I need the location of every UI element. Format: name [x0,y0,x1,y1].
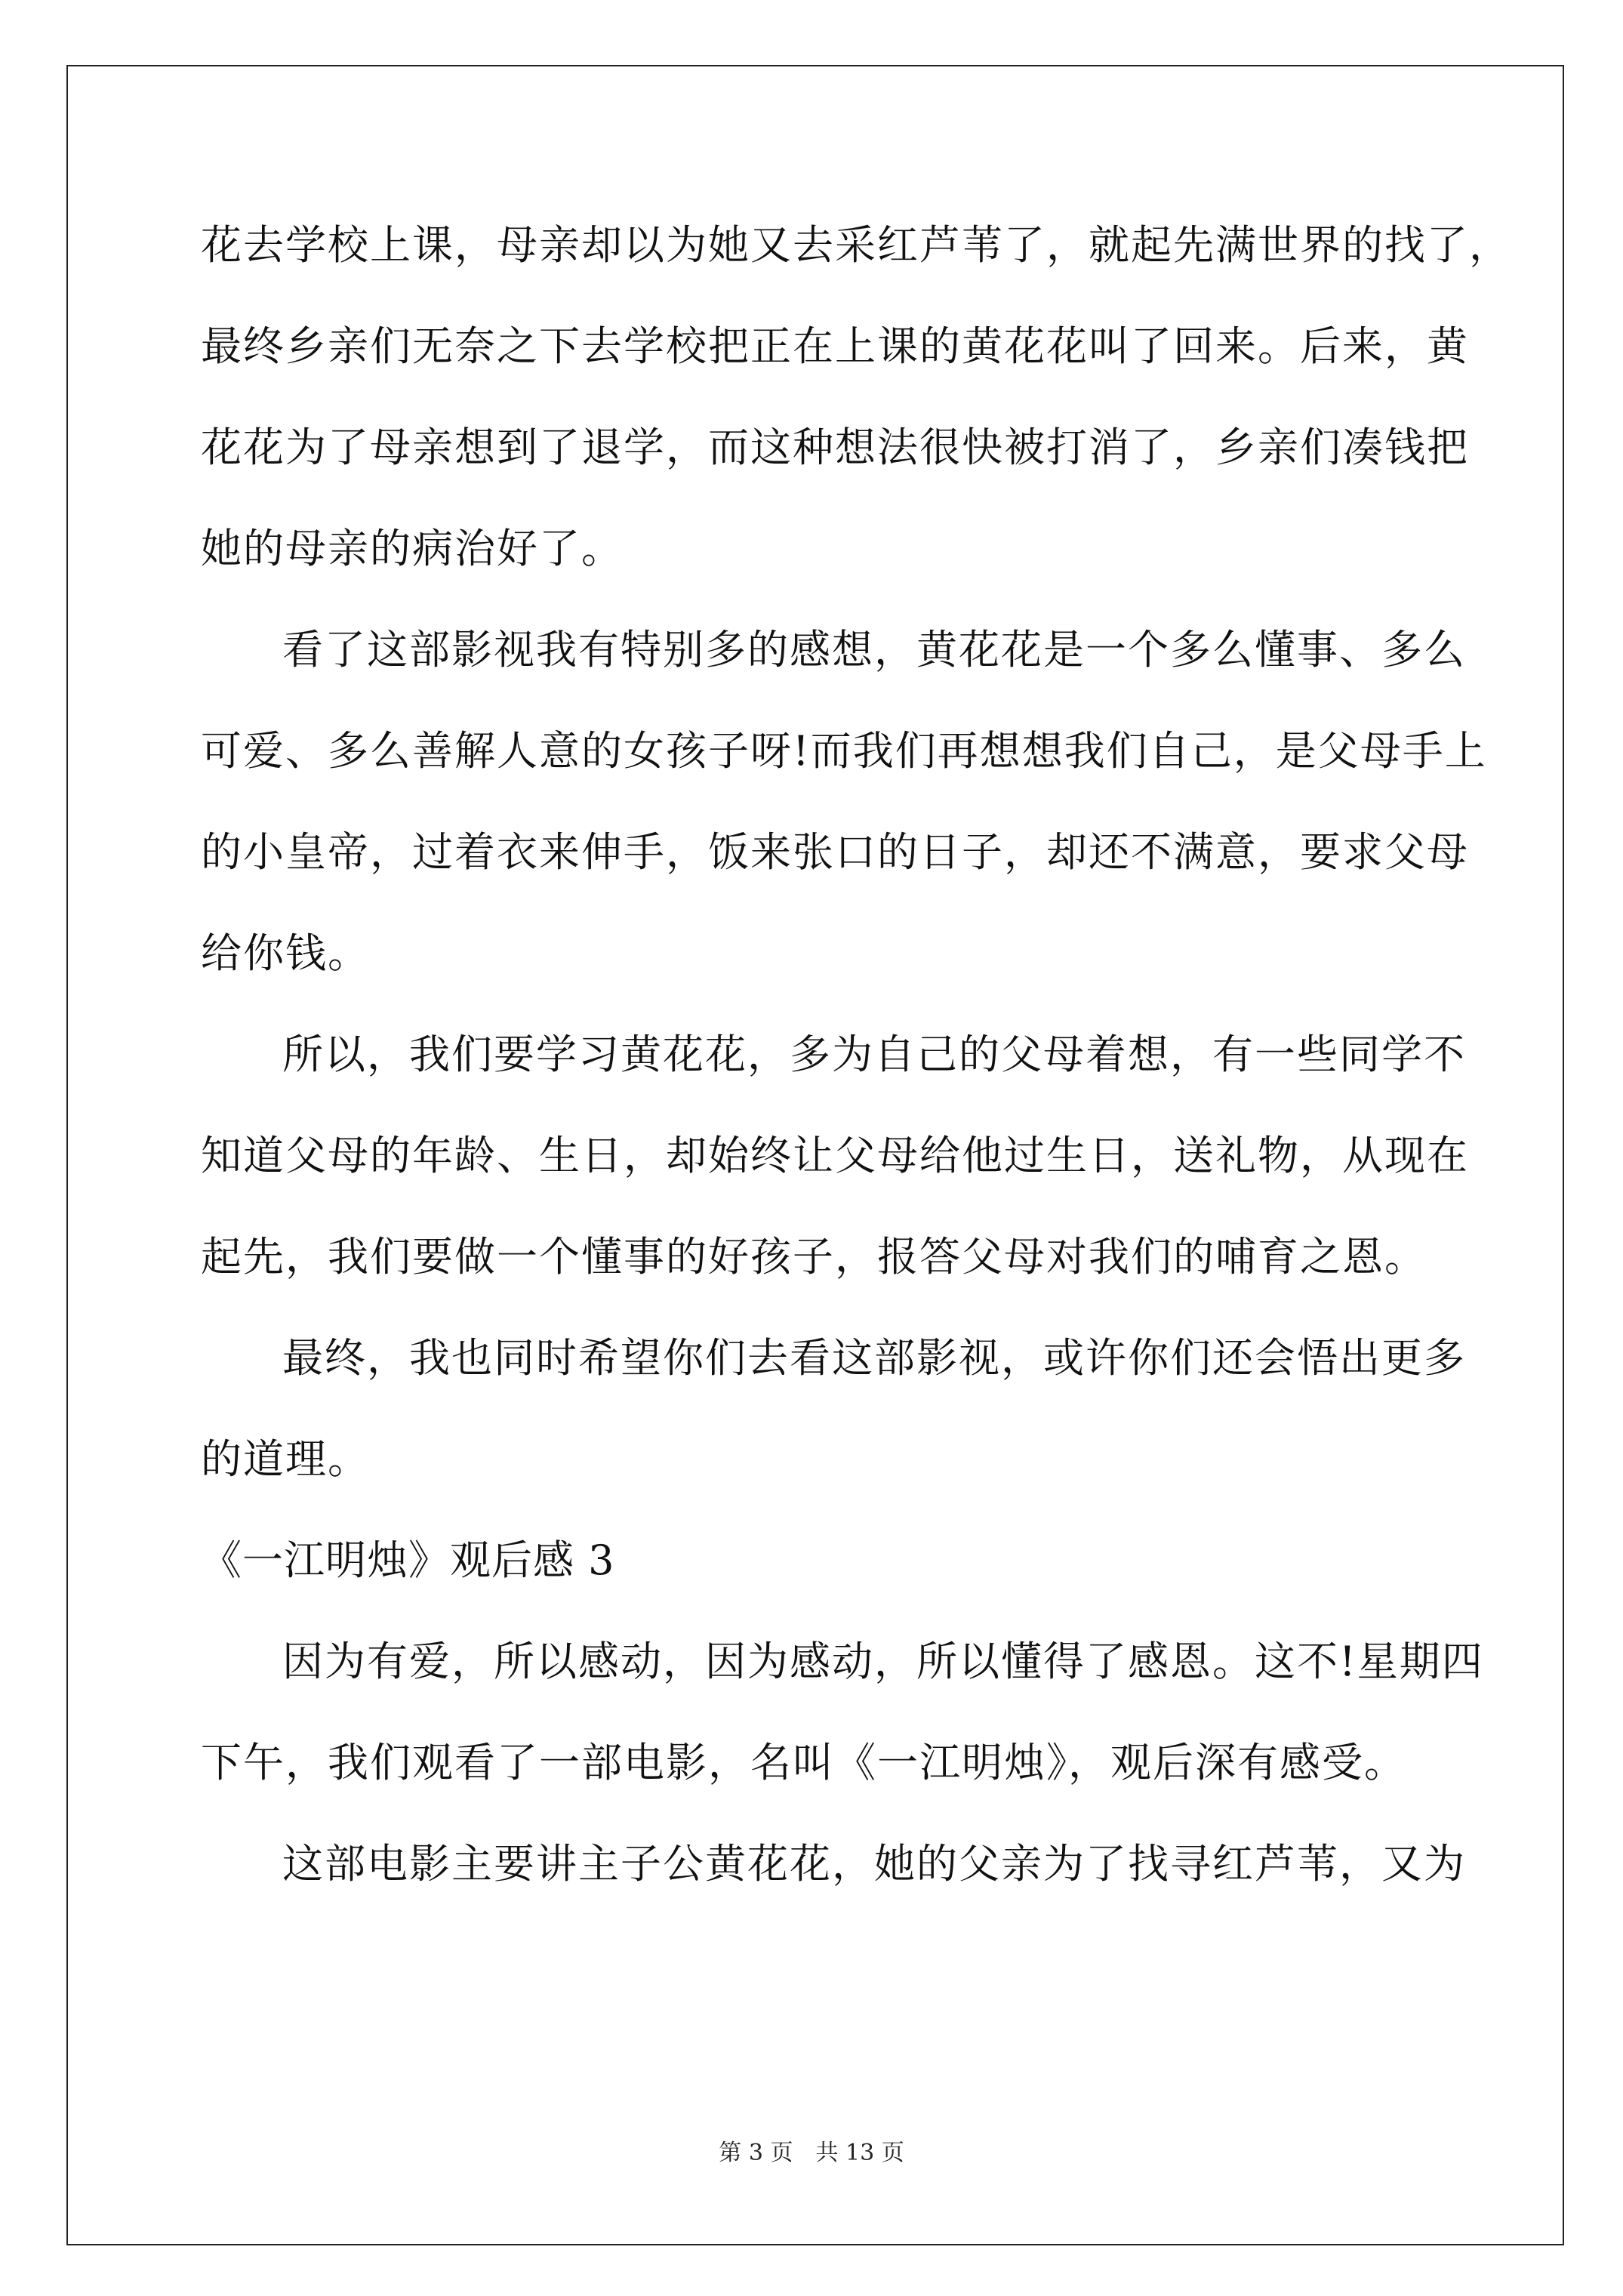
text-line: 下午，我们观看了一部电影，名叫《一江明烛》，观后深有感受。 [201,1739,1406,1786]
text-line: 的小皇帝，过着衣来伸手，饭来张口的日子，却还不满意，要求父母 [201,828,1469,876]
paragraph-start-line: 最终，我也同时希望你们去看这部影视，或许你们还会悟出更多 [282,1334,1466,1382]
paragraph-start-line: 因为有爱，所以感动，因为感动，所以懂得了感恩。这不!星期四 [282,1638,1484,1685]
page-number-footer: 第 3 页 共 13 页 [719,2140,904,2166]
paragraph-start-line: 所以，我们要学习黄花花，多为自己的父母着想，有一些同学不 [282,1031,1466,1078]
text-line: 的道理。 [201,1435,370,1483]
text-line: 可爱、多么善解人意的女孩子呀!而我们再想想我们自己，是父母手上 [201,727,1487,775]
paragraph-start-line: 看了这部影视我有特别多的感想，黄花花是一个多么懂事、多么 [282,626,1466,673]
text-line: 她的母亲的病治好了。 [201,525,624,572]
text-line: 花去学校上课，母亲却以为她又去采红芦苇了，就起先满世界的找了， [201,221,1511,269]
document-body [201,195,1511,1915]
text-line: 最终乡亲们无奈之下去学校把正在上课的黄花花叫了回来。后来，黄 [201,322,1469,370]
section-heading: 《一江明烛》观后感 3 [201,1536,615,1584]
text-line: 起先，我们要做一个懂事的好孩子，报答父母对我们的哺育之恩。 [201,1233,1427,1281]
text-line: 花花为了母亲想到了退学，而这种想法很快被打消了，乡亲们凑钱把 [201,424,1469,471]
text-line: 给你钱。 [201,929,370,977]
text-line: 知道父母的年龄、生日，却始终让父母给他过生日，送礼物，从现在 [201,1132,1469,1179]
paragraph-start-line: 这部电影主要讲主子公黄花花，她的父亲为了找寻红芦苇，又为 [282,1840,1466,1888]
